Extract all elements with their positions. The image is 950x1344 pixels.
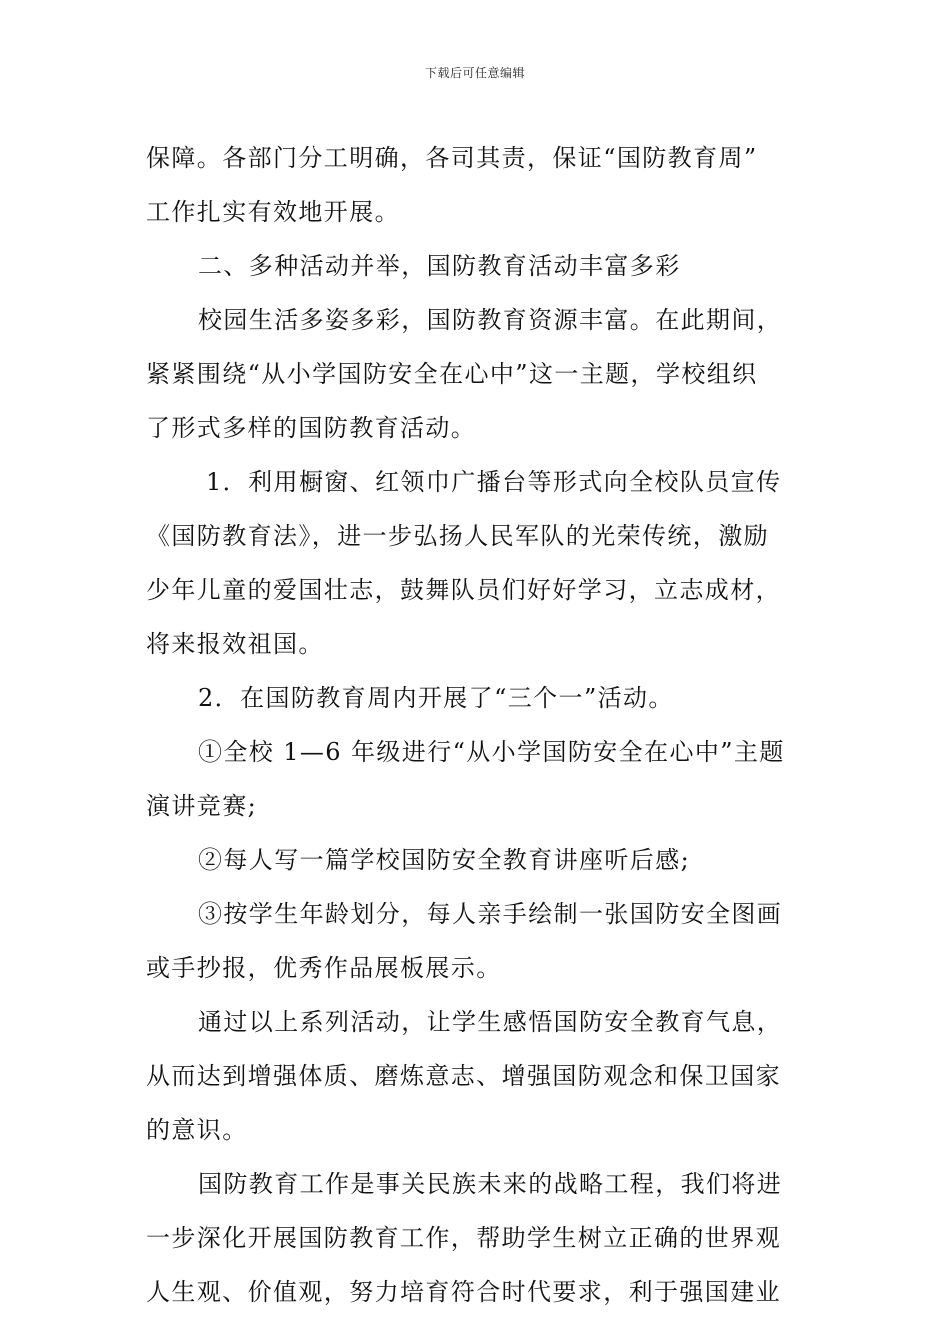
- text-line: 一步深化开展国防教育工作，帮助学生树立正确的世界观: [146, 1224, 781, 1252]
- list-item: ①全校 1—6 年级进行“从小学国防安全在心中”主题: [198, 738, 785, 766]
- text-line: 了形式多样的国防教育活动。: [146, 414, 477, 442]
- text-line: 紧紧围绕“从小学国防安全在心中”这一主题，学校组织: [146, 360, 758, 388]
- text-line: 通过以上系列活动，让学生感悟国防安全教育气息，: [198, 1008, 783, 1036]
- list-item: ③按学生年龄划分，每人亲手绘制一张国防安全图画: [198, 900, 783, 928]
- text-line: 少年儿童的爱国壮志，鼓舞队员们好好学习，立志成材，: [146, 576, 781, 604]
- text-line: 《国防教育法》，进一步弘扬人民军队的光荣传统，激励: [146, 522, 769, 550]
- list-item: 1．利用橱窗、红领巾广播台等形式向全校队员宣传: [206, 468, 782, 496]
- text-line: 工作扎实有效地开展。: [146, 198, 400, 226]
- page-header: 下载后可任意编辑: [424, 66, 525, 80]
- document-body: [146, 131, 806, 1319]
- section-heading: 二、多种活动并举，国防教育活动丰富多彩: [198, 252, 681, 280]
- text-line: 或手抄报，优秀作品展板展示。: [146, 954, 502, 982]
- list-item: 2．在国防教育周内开展了“三个一”活动。: [198, 684, 674, 712]
- text-line: 从而达到增强体质、磨炼意志、增强国防观念和保卫国家: [146, 1062, 781, 1090]
- text-line: 校园生活多姿多彩，国防教育资源丰富。在此期间，: [198, 306, 783, 334]
- text-line: 演讲竞赛;: [146, 792, 258, 820]
- text-line: 人生观、价值观，努力培育符合时代要求，利于强国建业: [146, 1278, 781, 1306]
- text-line: 将来报效祖国。: [146, 630, 324, 658]
- text-line: 的意识。: [146, 1116, 248, 1144]
- text-line: 国防教育工作是事关民族未来的战略工程，我们将进: [198, 1170, 783, 1198]
- list-item: ②每人写一篇学校国防安全教育讲座听后感;: [198, 846, 691, 874]
- text-line: 保障。各部门分工明确，各司其责，保证“国防教育周”: [146, 144, 758, 172]
